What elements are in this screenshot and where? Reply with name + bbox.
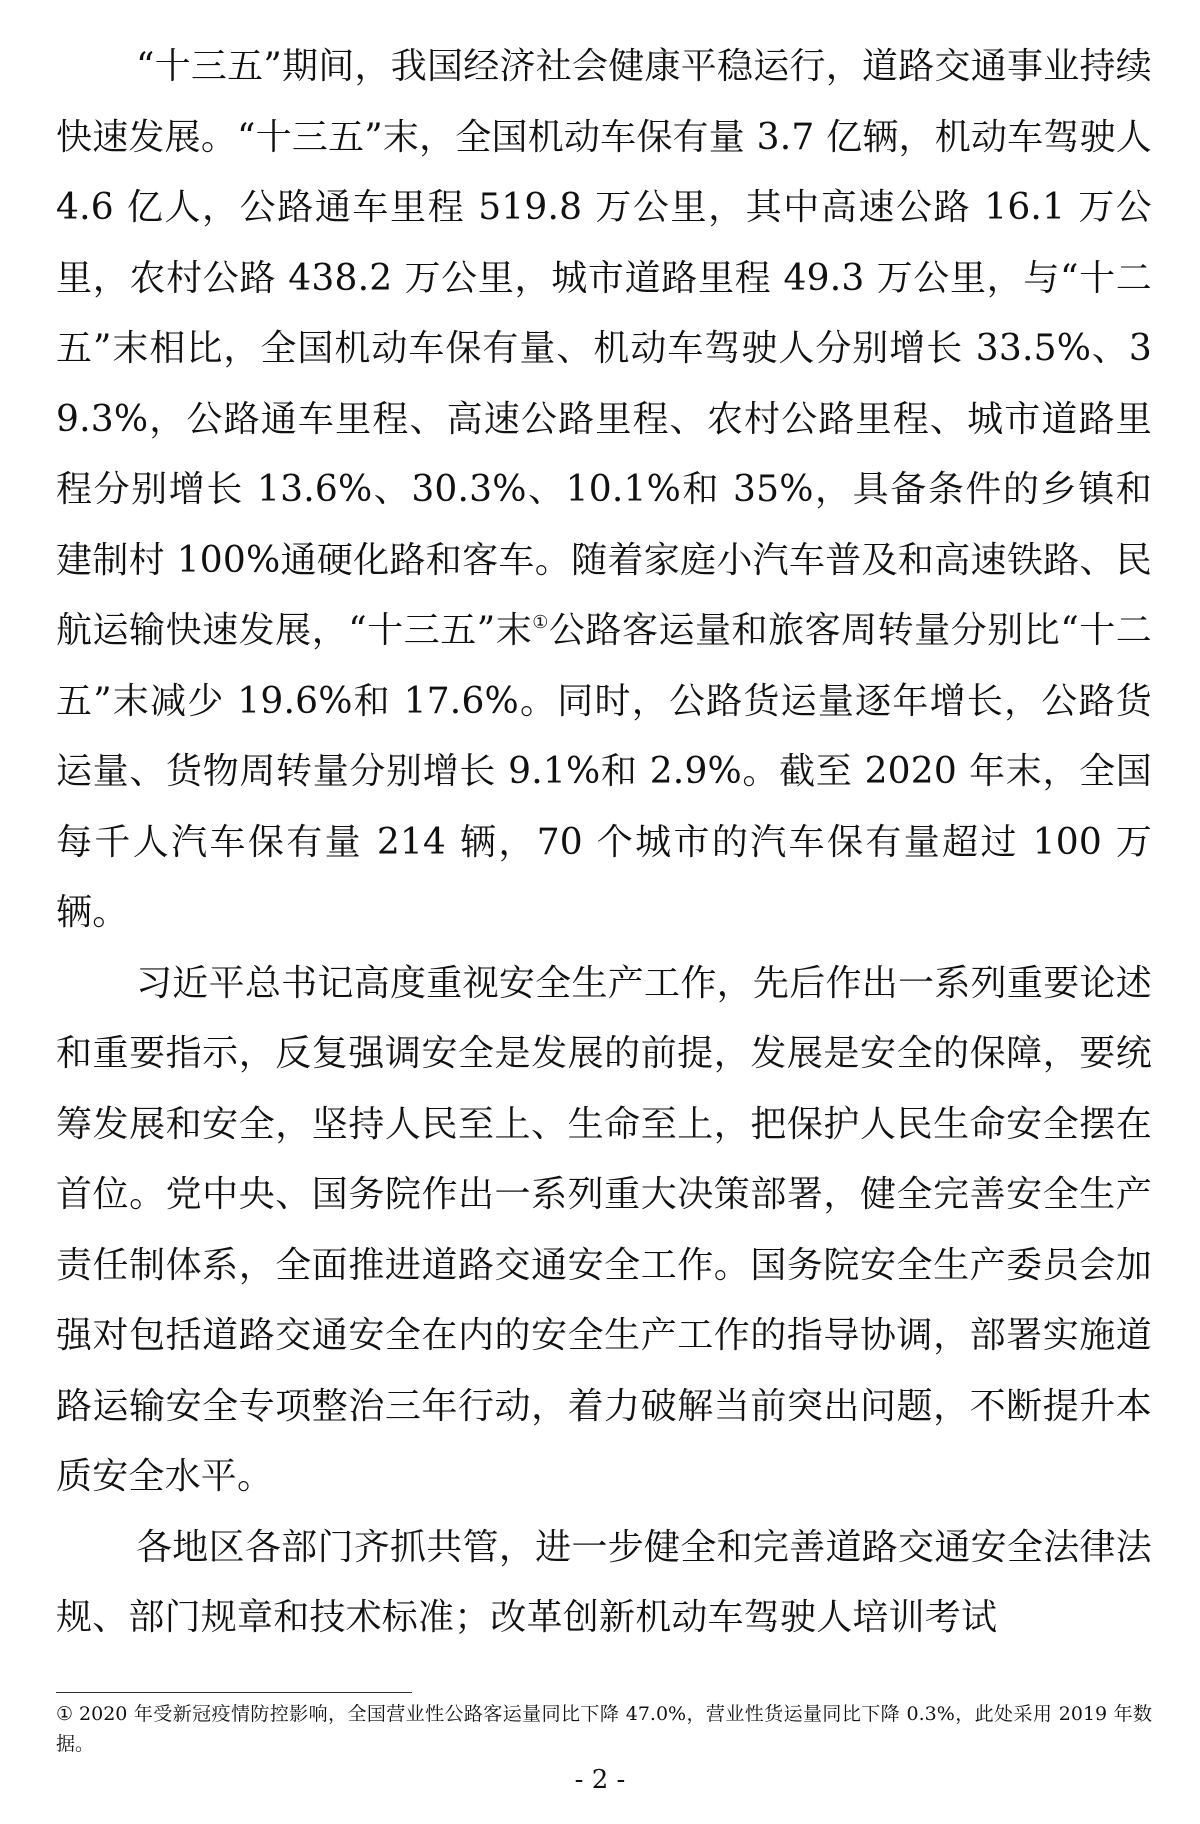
paragraph-development-statistics <box>56 32 1152 949</box>
page-number: - 2 - <box>574 1765 626 1795</box>
paragraph-1-part-2: 公路客运量和旅客周转量分别比“十二五”末减少 19.6%和 17.6%。同时，公路货运量逐年增长，公路货运量、货物周转量分别增长 9.1%和 2.9%。截至 2020 年末，全国每千人汽车保有量 214 辆，70 个城市的汽车保有量超过 100 万辆。 <box>56 610 1152 933</box>
body-text <box>56 32 1152 1654</box>
footnote-reference: ① <box>532 612 549 633</box>
footnote-text: 2020 年受新冠疫情防控影响，全国营业性公路客运量同比下降 47.0%，营业性货运量同比下降 0.3%，此处采用 2019 年数据。 <box>56 1703 1152 1755</box>
paragraph-departments-cooperation: 各地区各部门齐抓共管，进一步健全和完善道路交通安全法律法规、部门规章和技术标准；改革创新机动车驾驶人培训考试 <box>56 1526 1152 1638</box>
footnote-divider <box>56 1692 412 1693</box>
footnote <box>56 1699 1152 1759</box>
paragraph-safety-policy: 习近平总书记高度重视安全生产工作，先后作出一系列重要论述和重要指示，反复强调安全是发展的前提，发展是安全的保障，要统筹发展和安全，坚持人民至上、生命至上，把保护人民生命安全摆在首位。党中央、国务院作出一系列重大决策部署，健全完善安全生产责任制体系，全面推进道路交通安全工作。国务院安全生产委员会加强对包括道路交通安全在内的安全生产工作的指导协调，部署实施道路运输安全专项整治三年行动，着力破解当前突出问题，不断提升本质安全水平。 <box>56 962 1152 1497</box>
paragraph-1-part-1: “十三五”期间，我国经济社会健康平稳运行，道路交通事业持续快速发展。“十三五”末，全国机动车保有量 3.7 亿辆，机动车驾驶人 4.6 亿人，公路通车里程 519.8 万公里，其中高速公路 16.1 万公里，农村公路 438.2 万公里，城市道路里程 49.3 万公里，与“十二五”末相比，全国机动车保有量、机动车驾驶人分别增长 33.5%、39.3%，公路通车里程、高速公路里程、农村公路里程、城市道路里程分别增长 13.6%、30.3%、10.1%和 35%，具备条件的乡镇和建制村 100%通硬化路和客车。随着家庭小汽车普及和高速铁路、民航运输快速发展，“十三五”末 <box>56 46 1152 651</box>
footnote-marker: ① <box>56 1703 74 1725</box>
